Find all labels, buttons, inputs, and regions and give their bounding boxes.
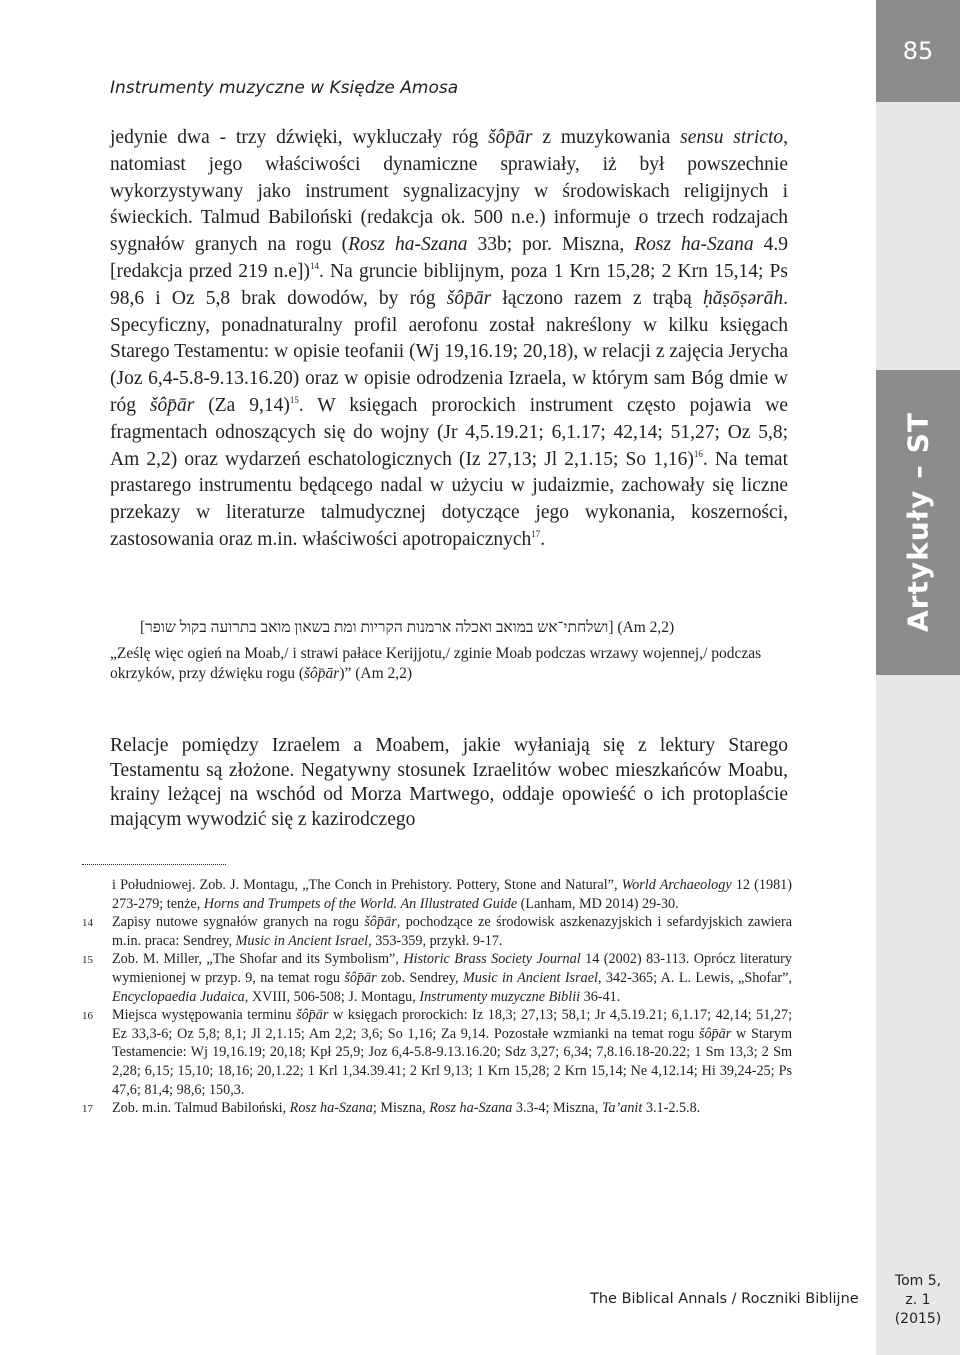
text-span: Zob. m.in. Talmud Babiloński, [112, 1100, 290, 1117]
text-span: , 353-359, przykł. 9-17. [368, 932, 503, 949]
book-title: Horns and Trumpets of the World. An Illustrated Guide [203, 895, 518, 912]
text-span: 3.3-4; Miszna, [512, 1100, 602, 1117]
term-shofar: šôp̄ār [303, 665, 340, 682]
footnote-ref-14[interactable]: 14 [309, 260, 319, 271]
text-span: w księgach prorockich: Iz 18,3; 27,13; 58,1; Jr 4,5.19.21; 6,1.17; 42,14; 51,27; Ez 33,3-6; Oz 5,8; 8,1; Jl 2,1.15; Am 2,2; 3,6; So 1,16; Za 9,14. Pozostałe wzmianki na temat rogu [112, 1007, 793, 1042]
term-shofar: šôp̄ār [364, 914, 397, 931]
text-span: , 342-365; A. L. Lewis, „Shofar”, [597, 969, 792, 986]
footnote-16 [82, 1006, 792, 1099]
footnote-number: 17 [82, 1103, 93, 1116]
footnote-continuation [82, 876, 792, 913]
quote-reference: (Am 2,2) [617, 619, 675, 636]
term-shofar: šôp̄ār [698, 1025, 732, 1042]
running-head: Instrumenty muzyczne w Księdze Amosa [110, 78, 459, 98]
text-span: jedynie dwa - trzy dźwięki, wykluczały róg [110, 127, 489, 148]
footnote-14 [82, 913, 792, 950]
text-span: 3.1-2.5.8. [642, 1100, 701, 1117]
text-span: (Lanham, MD 2014) 29-30. [517, 895, 679, 912]
volume-line: Tom 5, [894, 1273, 942, 1289]
text-span: 36-41. [580, 988, 621, 1005]
text-span: zob. Sendrey, [376, 969, 463, 986]
term-shofar: šôp̄ār [149, 394, 195, 416]
footnote-ref-16[interactable]: 16 [693, 448, 703, 459]
journal-title: World Archaeology [621, 877, 732, 893]
issue-line: z. 1 [905, 1292, 931, 1308]
journal-footer: The Biblical Annals / Roczniki Biblijne [590, 1291, 859, 1307]
term-hasoserah: ḥăṣōṣərāh [702, 287, 784, 309]
section-label: Artykuły – ST [901, 411, 935, 633]
title-rosz-ha-szana: Rosz ha-Szana [289, 1100, 373, 1117]
book-title: Music in Ancient Israel [462, 969, 598, 986]
text-span: Zob. M. Miller, „The Shofar and its Symbolism”, [112, 951, 404, 968]
footnote-separator [82, 864, 226, 865]
book-title: Instrumenty muzyczne Biblii [419, 988, 581, 1005]
text-span: . Na temat prastarego instrumentu będącego nadal w użyciu w judaizmie, zachowały się liczne przekazy w literaturze talmudycznej dotyczące jego wykonania, koszerności, zastosowania oraz m.in. właściwości apotropaicznych [110, 448, 788, 550]
text-span: Miejsca występowania terminu [112, 1007, 297, 1024]
text-span: 4.9 [redakcja przed 219 n.e]) [110, 234, 788, 282]
text-span: 14 (2002) 83-113. Oprócz literatury wymienionej w przyp. 9, na temat rogu [112, 951, 792, 986]
text-span: 33b; por. Miszna, [467, 234, 635, 256]
text-span: . W księgach prorockich instrument często pojawia we fragmentach odnoszących się do wojny (Jr 4,5.19.21; 6,1.17; 42,14; 51,27; Oz 5,8; Am 2,2) oraz wydarzeń eschatologicznych (Iz 27,13; Jl 2,1.15; So 1,16) [110, 394, 788, 470]
text-span: „Ześlę więc ogień na Moab,/ i strawi pałace Kerijjotu,/ zginie Moab podczas wrzawy wojennej,/ podczas okrzyków, przy dźwięku rogu ( [110, 645, 762, 682]
journal-title: Historic Brass Society Journal [403, 951, 581, 968]
text-span: i Południowej. Zob. J. Montagu, „The Conch in Prehistory. Pottery, Stone and Natural”, [112, 877, 622, 893]
quote-hebrew [140, 619, 674, 637]
hebrew-text: [ושלחתי־אש במואב ואכלה ארמנות הקריות ומת בשאון מואב בתרועה בקול שופר] [140, 619, 614, 636]
term-shofar: šôp̄ār [488, 127, 533, 148]
body-paragraph-1 [110, 125, 788, 554]
body-paragraph-2: Relacje pomiędzy Izraelem a Moabem, jakie wyłaniają się z lektury Starego Testamentu są złożone. Negatywny stosunek Izraelitów wobec mieszkańców Moabu, krainy leżącej na wschód od Morza Martwego, oddaje opowieść o ich protoplaście mającym wywodzić się z kazirodczego [110, 735, 788, 830]
year-line: (2015) [894, 1311, 942, 1327]
text-span: )” (Am 2,2) [339, 665, 413, 682]
volume-info [876, 1272, 960, 1329]
text-span: 12 (1981) 273-279; tenże, [112, 877, 792, 912]
text-span: ; Miszna, [372, 1100, 430, 1117]
text-span: w Starym Testamencie: Wj 19,16.19; 20,18; Kpł 25,9; Joz 6,4-5.8-9.13.16.20; Sdz 3,27; 6,34; 7,8.16.18-20.22; 1 Sm 13,3; 2 Sm 2,28; 6,15; 15,10; 18,16; 20,1.22; 1 Krl 1,34.39.41; 2 Krl 9,13; 1 Krn 15,28; 2 Krn 15,14; Ne 4,12.14; Hi 39,24-25; Ps 47,6; 81,4; 98,6; 150,3. [112, 1025, 792, 1098]
footnote-ref-17[interactable]: 17 [531, 528, 541, 539]
term-latin: sensu stricto [680, 127, 784, 148]
text-span: . [540, 528, 546, 550]
text-span: . Na gruncie biblijnym, poza 1 Krn 15,28; 2 Krn 15,14; Ps 98,6 i Oz 5,8 brak dowodów, by róg [110, 260, 788, 309]
sidebar [876, 0, 960, 1355]
text-span: . Specyficzny, ponadnaturalny profil aerofonu został nakreślony w kilku księgach Starego Testamentu: w opisie teofanii (Wj 19,16.19; 20,18), w relacji z zajęcia Jerycha (Joz 6,4-5.8-9.13.16.20) oraz w opisie odrodzenia Izraela, w którym sam Bóg dmie w róg [110, 287, 788, 416]
term-shofar: šôp̄ār [446, 287, 492, 309]
footnote-ref-15[interactable]: 15 [289, 394, 299, 405]
term-shofar: šôp̄ār [296, 1007, 329, 1024]
text-span: , XVIII, 506-508; J. Montagu, [244, 988, 420, 1005]
title-rosz-ha-szana: Rosz ha-Szana [429, 1100, 513, 1117]
footnote-15 [82, 950, 792, 1006]
text-span: łączono razem z trąbą [491, 287, 703, 309]
text-span: , pochodzące ze środowisk aszkenazyjskich i sefardyjskich zawiera m.in. praca: Sendrey, [112, 914, 792, 949]
term-shofar: šôp̄ār [344, 969, 377, 986]
title-taanit: Ta’anit [601, 1100, 643, 1117]
footnote-number: 15 [82, 954, 93, 967]
book-title: Music in Ancient Israel [235, 932, 369, 949]
page-number: 85 [876, 0, 960, 102]
title-rosz-ha-szana: Rosz ha-Szana [348, 234, 468, 256]
book-title: Encyclopaedia Judaica [112, 988, 245, 1005]
footnote-number: 16 [82, 1010, 93, 1023]
section-tab [876, 370, 960, 675]
text-span: z muzykowania [532, 127, 681, 148]
footnote-number: 14 [82, 917, 93, 930]
footnote-17 [82, 1099, 792, 1118]
text-span: Zapisy nutowe sygnałów granych na rogu [112, 914, 365, 931]
quote-translation [110, 644, 780, 684]
title-rosz-ha-szana: Rosz ha-Szana [634, 234, 754, 256]
footnotes [82, 876, 792, 1118]
text-span: (Za 9,14) [194, 394, 290, 416]
text-span: , natomiast jego właściwości dynamiczne sprawiały, iż był powszechnie wykorzystywany jako instrument sygnalizacyjny w środowiskach religijnych i świeckich. Talmud Babiloński (redakcja ok. 500 n.e.) informuje o trzech rodzajach sygnałów granych na rogu ( [110, 127, 788, 256]
